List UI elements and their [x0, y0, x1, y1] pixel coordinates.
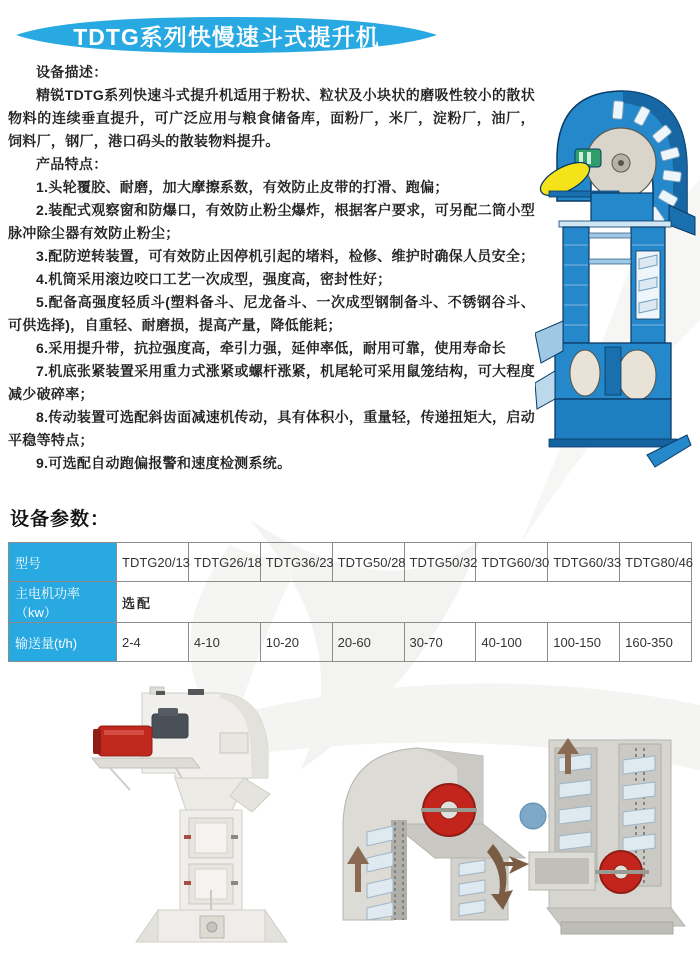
description-body: 精锐TDTG系列快速斗式提升机适用于粉状、粒状及小块状的磨吸性较小的散状物料的连续垂直提升，可广泛应用与粮食储备库，面粉厂，米厂，淀粉厂，油厂，饲料厂，钢厂，港口码头的散装物料提升。: [8, 87, 535, 149]
capacity-cell: 2-4: [117, 623, 189, 662]
bucket-elevator-diagram-image: [535, 83, 697, 473]
row-header-model: 型号: [9, 543, 117, 582]
parameters-heading: 设备参数：: [10, 509, 111, 530]
model-cell: TDTG80/46: [620, 543, 692, 582]
feature-item: 9.可选配自动跑偏报警和速度检测系统。: [36, 455, 292, 471]
row-header-capacity: 输送量(t/h): [9, 623, 117, 662]
capacity-cell: 20-60: [332, 623, 404, 662]
model-cell: TDTG50/28: [332, 543, 404, 582]
feature-item: 3.配防逆转装置，可有效防止因停机引起的堵料，检修、维护时确保人员安全；: [36, 248, 535, 264]
feature-item: 2.装配式观察窗和防爆口，有效防止粉尘爆炸，根据客户要求，可另配二筒小型脉冲除尘器有效防止粉尘；: [8, 202, 535, 241]
page-title-banner: [14, 16, 439, 54]
capacity-cell: 10-20: [260, 623, 332, 662]
table-row-capacity: [9, 623, 692, 662]
table-row-models: [9, 543, 692, 582]
capacity-cell: 160-350: [620, 623, 692, 662]
feature-item: 7.机底张紧装置采用重力式涨紧或螺杆涨紧，机尾轮可采用鼠笼结构，可大程度减少破碎率；: [8, 363, 535, 402]
cutaway-illustrations: [333, 724, 699, 940]
motor-power-cell: 选配: [117, 582, 692, 623]
boot-cutaway: [497, 738, 685, 934]
capacity-cell: 30-70: [404, 623, 476, 662]
table-row-motor-power: [9, 582, 692, 623]
feature-item: 4.机筒采用滚边咬口工艺一次成型，强度高，密封性好；: [36, 271, 392, 287]
capacity-cell: 4-10: [188, 623, 260, 662]
model-cell: TDTG36/23: [260, 543, 332, 582]
model-cell: TDTG50/32: [404, 543, 476, 582]
model-cell: TDTG20/13: [117, 543, 189, 582]
parameters-table: [8, 542, 692, 662]
row-header-motor-power: 主电机功率（kw）: [9, 582, 117, 623]
page-title: TDTG系列快慢速斗式提升机: [73, 23, 380, 50]
head-cutaway: [343, 748, 546, 920]
description-heading: 设备描述：: [36, 64, 108, 80]
model-cell: TDTG26/18: [188, 543, 260, 582]
capacity-cell: 100-150: [548, 623, 620, 662]
feature-item: 1.头轮覆胶、耐磨，加大摩擦系数，有效防止皮带的打滑、跑偏；: [36, 179, 449, 195]
model-cell: TDTG60/30: [476, 543, 548, 582]
bucket-elevator-photo: [80, 678, 320, 944]
feature-item: 5.配备高强度轻质斗(塑料备斗、尼龙备斗、一次成型钢制备斗、不锈钢谷斗、可供选择)，自重轻、耐磨损，提高产量，降低能耗；: [8, 294, 535, 333]
feature-item: 8.传动装置可选配斜齿面减速机传动，具有体积小，重量轻，传递扭矩大，启动平稳等特点；: [8, 409, 535, 448]
description-section: [0, 61, 700, 475]
parameters-section: [0, 504, 700, 662]
capacity-cell: 40-100: [476, 623, 548, 662]
image-gallery: [0, 678, 700, 944]
model-cell: TDTG60/33: [548, 543, 620, 582]
feature-item: 6.采用提升带，抗拉强度高，牵引力强，延伸率低，耐用可靠，使用寿命长: [36, 340, 506, 356]
features-heading: 产品特点：: [36, 156, 108, 172]
bucket-elevator-diagram: [535, 83, 697, 473]
